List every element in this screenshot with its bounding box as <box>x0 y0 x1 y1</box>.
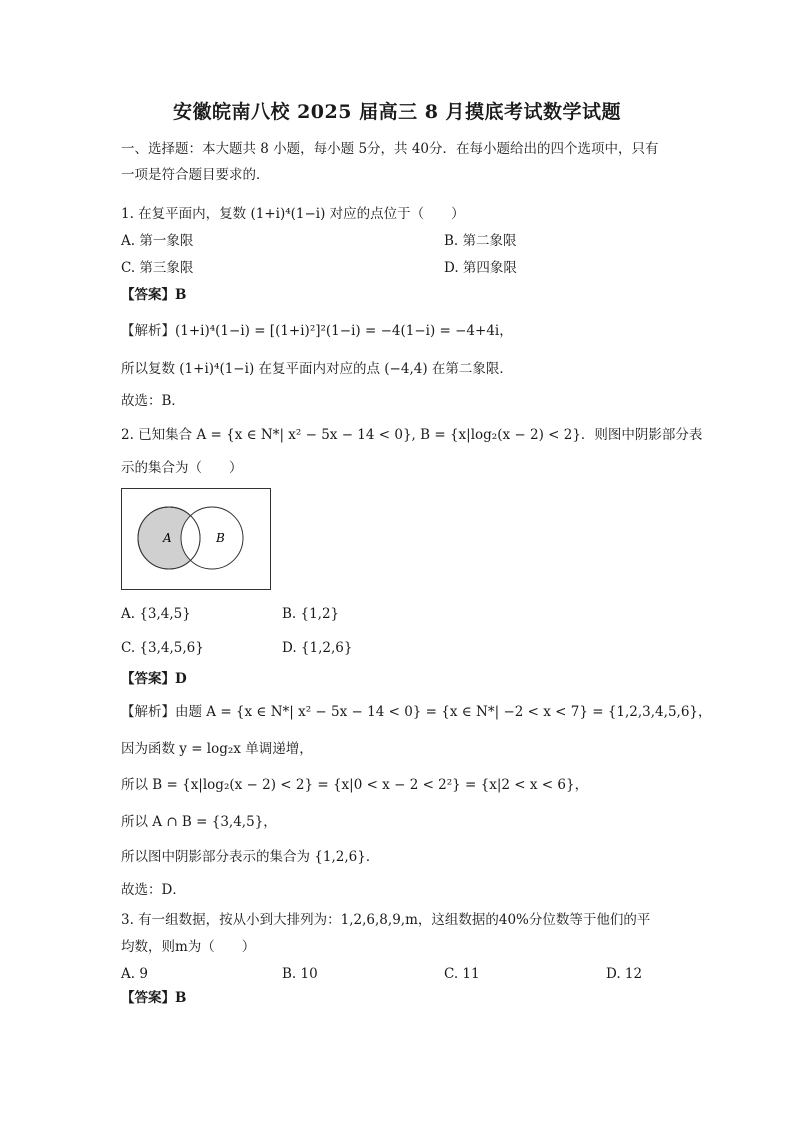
q2-analysis-2: 因为函数 y = log₂x 单调递增， <box>121 741 313 757</box>
q2-analysis-3: 所以 B = {x|log₂(x − 2) < 2} = {x|0 < x − 2 < 2²} = {x|2 < x < 6}， <box>121 777 589 793</box>
q1-conclusion: 故选：B． <box>121 393 185 409</box>
q3-option-d: D. 12 <box>606 966 643 982</box>
page-title: 安徽皖南八校 2025 届高三 8 月摸底考试数学试题 <box>172 101 622 123</box>
section-instruction-line2: 一项是符合题目要求的． <box>121 167 270 183</box>
q2-stem-line2: 示的集合为（ ） <box>121 460 243 476</box>
q3-option-a: A. 9 <box>121 966 148 982</box>
q1-option-c: C. 第三象限 <box>121 260 194 276</box>
q3-option-c: C. 11 <box>444 966 480 982</box>
q2-conclusion: 故选：D． <box>121 882 186 898</box>
q2-option-a: A. {3,4,5} <box>121 606 191 622</box>
q3-option-b: B. 10 <box>282 966 318 982</box>
q1-option-b: B. 第二象限 <box>444 233 517 249</box>
q2-option-d: D. {1,2,6} <box>282 640 353 656</box>
q2-analysis-5: 所以图中阴影部分表示的集合为 {1,2,6}． <box>121 849 380 865</box>
q3-stem-line2: 均数，则m为（ ） <box>121 939 256 955</box>
q1-analysis-2: 所以复数 (1+i)⁴(1−i) 在复平面内对应的点 (−4,4) 在第二象限． <box>121 361 513 377</box>
q1-option-d: D. 第四象限 <box>444 260 517 276</box>
section-instruction-line1: 一、选择题：本大题共 8 小题，每小题 5分，共 40分．在每小题给出的四个选项中，只有 <box>121 141 659 157</box>
q1-answer: 【答案】B <box>121 287 187 303</box>
venn-diagram <box>121 488 271 590</box>
q2-analysis-1: 【解析】由题 A = {x ∈ N*| x² − 5x − 14 < 0} = {x ∈ N*| −2 < x < 7} = {1,2,3,4,5,6}， <box>121 704 712 720</box>
q1-stem: 1. 在复平面内，复数 (1+i)⁴(1−i) 对应的点位于（ ） <box>121 206 465 222</box>
q2-option-b: B. {1,2} <box>282 606 340 622</box>
q1-option-a: A. 第一象限 <box>121 233 194 249</box>
q3-answer: 【答案】B <box>121 990 187 1006</box>
venn-label-a: A <box>163 531 172 545</box>
q2-analysis-4: 所以 A ∩ B = {3,4,5}， <box>121 814 277 830</box>
q1-analysis-1: 【解析】(1+i)⁴(1−i) = [(1+i)²]²(1−i) = −4(1−i) = −4+4i， <box>121 323 513 339</box>
venn-label-b: B <box>216 531 225 545</box>
q3-stem-line1: 3. 有一组数据，按从小到大排列为：1,2,6,8,9,m，这组数据的40%分位数等于他们的平 <box>121 912 651 928</box>
q2-answer: 【答案】D <box>121 671 187 687</box>
q2-stem-line1: 2. 已知集合 A = {x ∈ N*| x² − 5x − 14 < 0}, B = {x|log₂(x − 2) < 2}．则图中阴影部分表 <box>121 427 703 443</box>
q2-option-c: C. {3,4,5,6} <box>121 640 204 656</box>
